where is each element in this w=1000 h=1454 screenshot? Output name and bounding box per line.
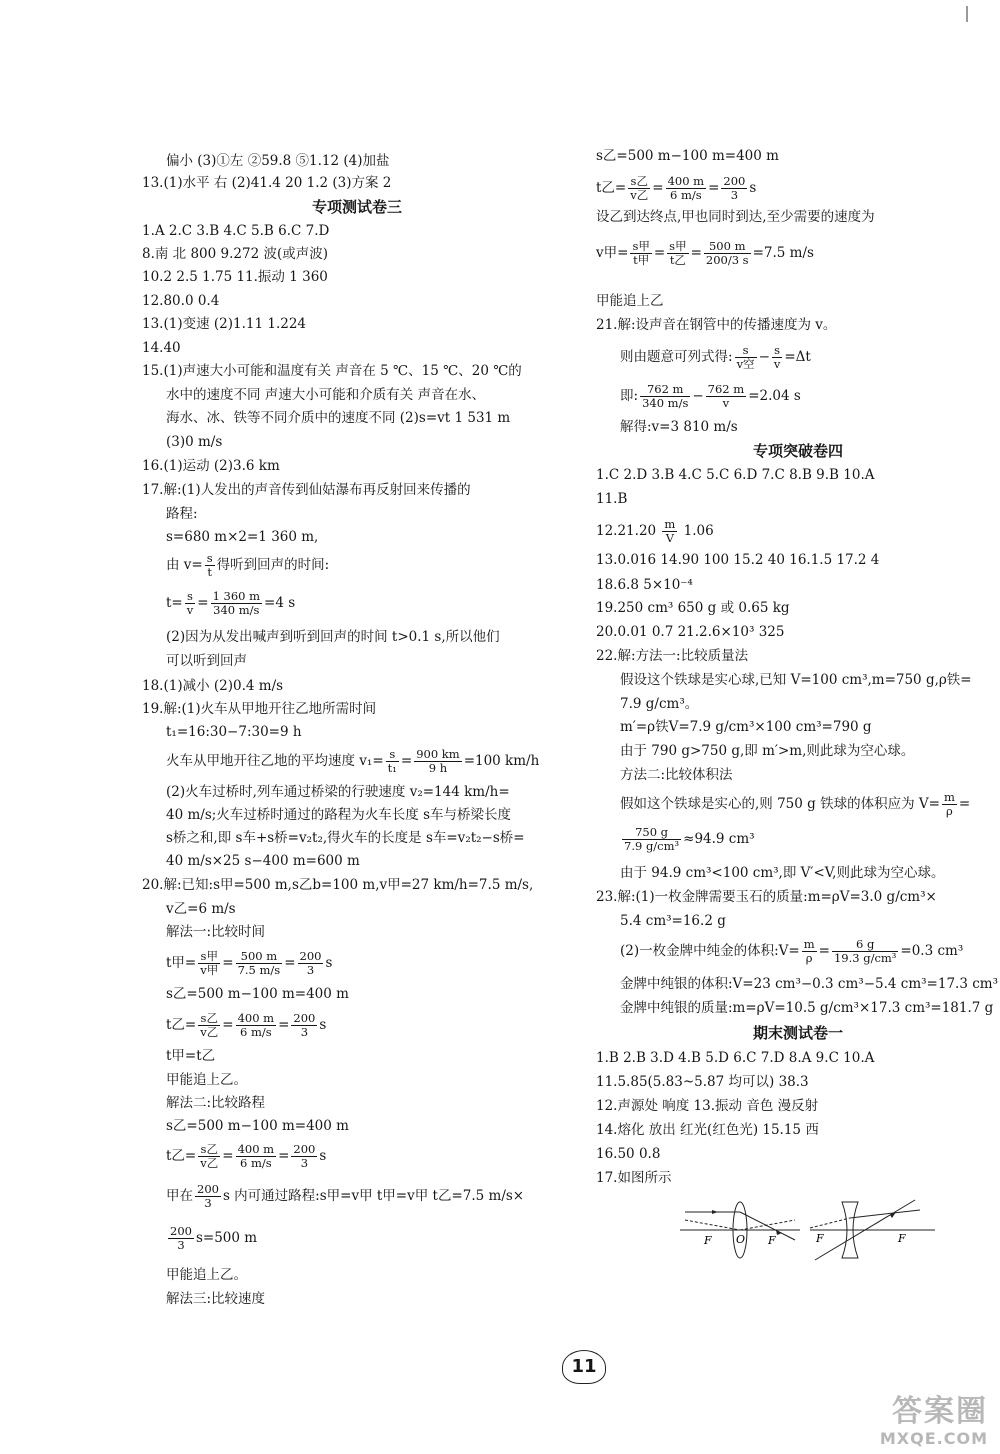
denominator: 3 — [730, 188, 739, 202]
arrow-icon — [712, 1210, 718, 1214]
answer-line: 16.50 0.8 — [596, 1146, 661, 1162]
numerator: 500 m — [236, 950, 283, 964]
denominator: 340 m/s — [213, 603, 260, 617]
numerator: s — [185, 590, 196, 604]
numerator: 900 km — [416, 747, 460, 761]
answer-line: 15.(1)声速大小可能和温度有关 声音在 5 ℃、15 ℃、20 ℃的 — [142, 363, 522, 379]
answer-line: t甲=t乙 — [166, 1048, 216, 1064]
numerator: s乙 — [198, 1012, 220, 1026]
answer-line: 7.9 g/cm³。 — [620, 696, 699, 712]
answer-line: 8.南 北 800 9.272 波(或声波) — [142, 246, 328, 262]
denominator: t₁ — [387, 761, 397, 775]
formula-line: 由 v= $\frac{s}{t}$ 得听到回声的时间: — [166, 551, 330, 579]
numerator: 750 g — [622, 826, 681, 840]
denominator: 7.9 g/cm³ — [624, 839, 680, 853]
section-heading: 期末测试卷一 — [752, 1024, 843, 1042]
denominator: 6 m/s — [239, 1025, 272, 1039]
fraction — [198, 950, 220, 977]
fraction — [704, 240, 751, 267]
answer-line: s=680 m×2=1 360 m, — [166, 529, 319, 545]
formula-line: 火车从甲地开往乙地的平均速度 v₁= $\frac{s}{\text{t₁}}$ = $\frac{900 km}{9 h}$ =100 km/h — [166, 747, 540, 775]
formula-line: t乙= s乙 v乙 = $\frac{400 m}{6 m/s}$ = $\frac{200}{3}$ s — [596, 174, 757, 202]
answer-line: 14.熔化 放出 红光(红色光) 15.15 西 — [596, 1122, 819, 1138]
fraction — [291, 1143, 317, 1170]
lens-ray-diagram — [680, 1190, 940, 1270]
numerator: s — [386, 748, 399, 762]
fraction — [198, 1012, 220, 1039]
answer-line: s桥之和,即 s车+s桥=v₂t₂,得火车的长度是 s车=v₂t₂−s桥= — [166, 830, 525, 846]
answer-line: 17.如图所示 — [596, 1170, 672, 1186]
answer-line: 1.B 2.B 3.D 4.B 5.D 6.C 7.D 8.A 9.C 10.A — [596, 1050, 875, 1066]
numerator: s甲 — [198, 950, 220, 964]
answer-line: 12.声源处 响度 13.振动 音色 漫反射 — [596, 1098, 819, 1114]
focus-label: F — [704, 1234, 712, 1247]
refracted-ray — [740, 1220, 795, 1230]
numerator: m — [664, 517, 676, 531]
fraction — [735, 344, 757, 371]
numerator: m — [803, 937, 815, 951]
numerator: 400 m — [237, 1011, 275, 1025]
numerator: s — [772, 344, 783, 358]
watermark-logo: 答案圈 — [892, 1394, 988, 1429]
numerator: s乙 — [198, 1143, 220, 1157]
numerator: s — [735, 344, 757, 358]
convex-lens-diagram — [680, 1202, 800, 1258]
answer-line: 1.A 2.C 3.B 4.C 5.B 6.C 7.D — [142, 223, 330, 239]
fraction — [236, 1012, 277, 1039]
concave-lens-diagram — [810, 1200, 935, 1260]
answer-line: 解得:v=3 810 m/s — [620, 419, 738, 435]
denominator: 3 — [177, 1238, 185, 1252]
answer-line: 5.4 cm³=16.2 g — [620, 913, 726, 929]
formula-line: (2)一枚金牌中纯金的体积:V= $\frac{m}{\rho}$ = $\frac{6 g}{\text{19.3 g/cm³}}$ =0.3 cm³ — [620, 937, 964, 965]
fraction — [414, 748, 461, 775]
answer-line: 16.(1)运动 (2)3.6 km — [142, 458, 280, 474]
answer-line: 偏小 (3)①左 ②59.8 ⑤1.12 (4)加盐 — [166, 153, 390, 169]
formula-line: $\frac{750 g}{\text{7.9 g/cm³}}$ ≈94.9 cm³ — [624, 825, 755, 853]
answer-line: 甲能追上乙。 — [166, 1072, 247, 1088]
answer-line: 12.80.0 0.4 — [142, 293, 220, 309]
numerator: 500 m — [704, 240, 751, 254]
answer-line: m′=ρ铁V=7.9 g/cm³×100 cm³=790 g — [620, 719, 872, 735]
answer-line: 23.解:(1)一枚金牌需要玉石的质量:m=ρV=3.0 g/cm³× — [596, 889, 937, 905]
numerator: 400 m — [667, 174, 705, 188]
fraction — [721, 175, 747, 202]
denominator: 3 — [204, 1196, 212, 1210]
denominator: 6 m/s — [239, 1156, 272, 1170]
denominator: v — [186, 603, 194, 617]
denominator: t乙 — [669, 253, 686, 267]
denominator: 7.5 m/s — [237, 963, 281, 977]
fraction — [666, 175, 707, 202]
fraction — [630, 240, 651, 267]
denominator: 3 — [300, 1156, 309, 1170]
answer-line: (3)0 m/s — [166, 434, 223, 450]
fraction — [291, 1012, 317, 1039]
formula-line: 即: $\frac{762 m}{340 m/s}$ − $\frac{762 m}{v}$ =2.04 s — [620, 382, 801, 410]
answer-line: 10.2 2.5 1.75 11.振动 1 360 — [142, 269, 328, 285]
focus-label: F — [898, 1232, 906, 1245]
denominator: v空 — [736, 357, 755, 371]
answer-line: 11.B — [596, 491, 628, 507]
answer-line: (2)火车过桥时,列车通过桥梁的行驶速度 v₂=144 km/h= — [166, 784, 510, 800]
answer-line: 假设这个铁球是实心球,已知 V=100 cm³,m=750 g,ρ铁= — [620, 672, 972, 688]
focus-label: F — [768, 1234, 776, 1247]
answer-line: 18.(1)减小 (2)0.4 m/s — [142, 678, 284, 694]
denominator: 9 h — [428, 761, 448, 775]
answer-line: 金牌中纯银的体积:V=23 cm³−0.3 cm³−5.4 cm³=17.3 cm³ — [620, 976, 998, 992]
denominator: ρ — [805, 951, 813, 965]
answer-line: 水中的速度不同 声速大小可能和介质有关 声音在水、 — [166, 387, 486, 403]
fraction — [628, 175, 650, 202]
answer-line: 11.5.85(5.83~5.87 均可以) 38.3 — [596, 1074, 809, 1090]
formula-line: 甲在 $\frac{200}{3}$ s 内可通过路程:s甲=v甲 t甲=v甲 t乙=7.5 m/s× — [166, 1182, 525, 1210]
answer-line: s乙=500 m−100 m=400 m — [166, 1118, 349, 1134]
formula-line: t甲= s甲 v甲 = $\frac{500 m}{7.5 m/s}$ = $\frac{200}{3}$ s — [166, 949, 333, 977]
numerator: s乙 — [628, 175, 650, 189]
fraction — [622, 826, 681, 853]
denominator: 340 m/s — [642, 396, 689, 410]
numerator: s — [206, 551, 213, 565]
answer-line: 13.0.016 14.90 100 15.2 40 16.1.5 17.2 4 — [596, 552, 880, 568]
answer-line: 17.解:(1)人发出的声音传到仙姑瀑布再反射回来传播的 — [142, 482, 471, 498]
section-heading: 专项测试卷三 — [311, 198, 402, 216]
focus-label: F — [816, 1232, 824, 1245]
denominator: 6 m/s — [669, 188, 702, 202]
answer-line: 解法二:比较路程 — [166, 1095, 266, 1111]
answer-line: 可以听到回声 — [166, 653, 247, 669]
fraction — [706, 383, 747, 410]
fraction — [236, 950, 283, 977]
answer-line: 海水、冰、铁等不同介质中的速度不同 (2)s=vt 1 531 m — [166, 410, 511, 426]
answer-line: 甲能追上乙 — [596, 293, 664, 309]
denominator: v — [773, 357, 781, 371]
answer-line: t₁=16:30−7:30=9 h — [166, 724, 302, 740]
fraction — [198, 1143, 220, 1170]
answer-line: 19.解:(1)火车从甲地开往乙地所需时间 — [142, 701, 377, 717]
optical-center-label: O — [736, 1233, 746, 1246]
answer-line: 14.40 — [142, 340, 181, 356]
fraction — [205, 552, 215, 579]
fraction — [667, 240, 688, 267]
numerator: 400 m — [237, 1142, 275, 1156]
extension-ray — [810, 1218, 850, 1228]
answer-line: 解法一:比较时间 — [166, 924, 266, 940]
answer-line: (2)因为从发出喊声到听到回声的时间 t>0.1 s,所以他们 — [166, 629, 500, 645]
denominator: v乙 — [200, 1156, 219, 1170]
formula-line: $\frac{200}{3}$ s=500 m — [170, 1224, 258, 1252]
answer-line: 路程: — [166, 506, 198, 522]
denominator: t甲 — [633, 253, 650, 267]
refracted-ray — [850, 1210, 920, 1218]
answer-line: 18.6.8 5×10⁻⁴ — [596, 577, 693, 593]
answer-line: v乙=6 m/s — [166, 901, 236, 917]
answer-line: 由于 790 g>750 g,即 m′>m,则此球为空心球。 — [620, 743, 915, 759]
incident-ray — [685, 1220, 740, 1230]
watermark-site: MXQE.COM — [879, 1429, 988, 1448]
answer-line: 19.250 cm³ 650 g 或 0.65 kg — [596, 600, 790, 616]
answer-line: 22.解:方法一:比较质量法 — [596, 648, 749, 664]
answer-line: 由于 94.9 cm³<100 cm³,即 V′<V,则此球为空心球。 — [620, 865, 945, 881]
formula-line: 则由题意可列式得: s v空 − $\frac{s}{v}$ =Δt — [620, 343, 811, 371]
watermark — [838, 1395, 988, 1451]
fraction — [386, 748, 399, 775]
denominator: 200/3 s — [705, 253, 749, 267]
answer-line: 1.C 2.D 3.B 4.C 5.C 6.D 7.C 8.B 9.B 10.A — [596, 467, 875, 483]
answer-line: 设乙到达终点,甲也同时到达,至少需要的速度为 — [596, 209, 875, 225]
fraction — [662, 518, 677, 545]
answer-line: 金牌中纯银的质量:m=ρV=10.5 g/cm³×17.3 cm³=181.7 g — [620, 1000, 994, 1016]
numerator: 200 — [723, 174, 746, 188]
answer-line: 40 m/s×25 s−400 m=600 m — [166, 853, 360, 869]
numerator: 200 — [299, 949, 322, 963]
denominator: v — [722, 396, 730, 410]
answer-line: s乙=500 m−100 m=400 m — [596, 148, 779, 164]
fraction — [211, 590, 262, 617]
numerator: 762 m — [640, 383, 690, 397]
denominator: ρ — [946, 804, 953, 818]
denominator: v乙 — [630, 188, 649, 202]
numerator: 762 m — [707, 382, 745, 396]
numerator: 1 360 m — [212, 589, 261, 603]
denominator: v甲 — [200, 963, 219, 977]
denominator: 3 — [300, 1025, 309, 1039]
formula-line: v甲= s甲 t甲 = s甲 t乙 = $\frac{500 m}{200/3 s}$ =7.5 m/s — [596, 239, 814, 267]
answer-line: 21.解:设声音在钢管中的传播速度为 v。 — [596, 317, 837, 333]
fraction — [168, 1225, 194, 1252]
fraction — [942, 791, 957, 818]
numerator: m — [943, 790, 955, 804]
numerator: 200 — [170, 1224, 192, 1238]
fraction — [772, 344, 783, 371]
formula-line: 12.21.20 $\frac{m}{V}$ 1.06 — [596, 517, 714, 545]
fraction — [832, 938, 898, 965]
page-number: 11 — [562, 1350, 606, 1384]
formula-line: 假如这个铁球是实心的,则 750 g 铁球的体积应为 V= $\frac{m}{\rho}$ = — [620, 790, 971, 818]
denominator: V — [665, 531, 675, 545]
numerator: 200 — [293, 1011, 316, 1025]
denominator: 19.3 g/cm³ — [833, 951, 897, 965]
numerator: 200 — [293, 1142, 316, 1156]
answer-line: 甲能追上乙。 — [166, 1267, 247, 1283]
fraction — [802, 938, 817, 965]
answer-line: 方法二:比较体积法 — [620, 767, 733, 783]
section-heading: 专项突破卷四 — [752, 442, 843, 460]
fraction — [236, 1143, 277, 1170]
answer-line: 13.(1)水平 右 (2)41.4 20 1.2 (3)方案 2 — [142, 175, 392, 191]
formula-line: t乙= s乙 v乙 = $\frac{400 m}{6 m/s}$ = $\frac{200}{3}$ s — [166, 1142, 327, 1170]
answer-line: 13.(1)变速 (2)1.11 1.224 — [142, 316, 307, 332]
fraction — [195, 1183, 221, 1210]
formula-line: t乙= s乙 v乙 = $\frac{400 m}{6 m/s}$ = $\frac{200}{3}$ s — [166, 1011, 327, 1039]
numerator: 200 — [197, 1182, 219, 1196]
numerator: s甲 — [632, 239, 650, 253]
answer-line: s乙=500 m−100 m=400 m — [166, 986, 349, 1002]
answer-line: 20.0.01 0.7 21.2.6×10³ 325 — [596, 624, 785, 640]
denominator: v乙 — [200, 1025, 219, 1039]
fraction — [298, 950, 324, 977]
fraction — [640, 383, 690, 410]
answer-line: 解法三:比较速度 — [166, 1291, 266, 1307]
fraction — [185, 590, 196, 617]
denominator: t — [207, 565, 212, 579]
numerator: 6 g — [832, 938, 898, 952]
formula-line: t= $\frac{s}{v}$ = $\frac{1 360 m}{340 m/s}$ =4 s — [166, 589, 296, 617]
answer-line: 40 m/s;火车过桥时通过的路程为火车长度 s车与桥梁长度 — [166, 807, 512, 823]
denominator: 3 — [306, 963, 315, 977]
edge-mark — [966, 6, 968, 22]
numerator: s甲 — [669, 239, 687, 253]
answer-line: 20.解:已知:s甲=500 m,s乙b=100 m,v甲=27 km/h=7.5 m/s, — [142, 877, 534, 893]
